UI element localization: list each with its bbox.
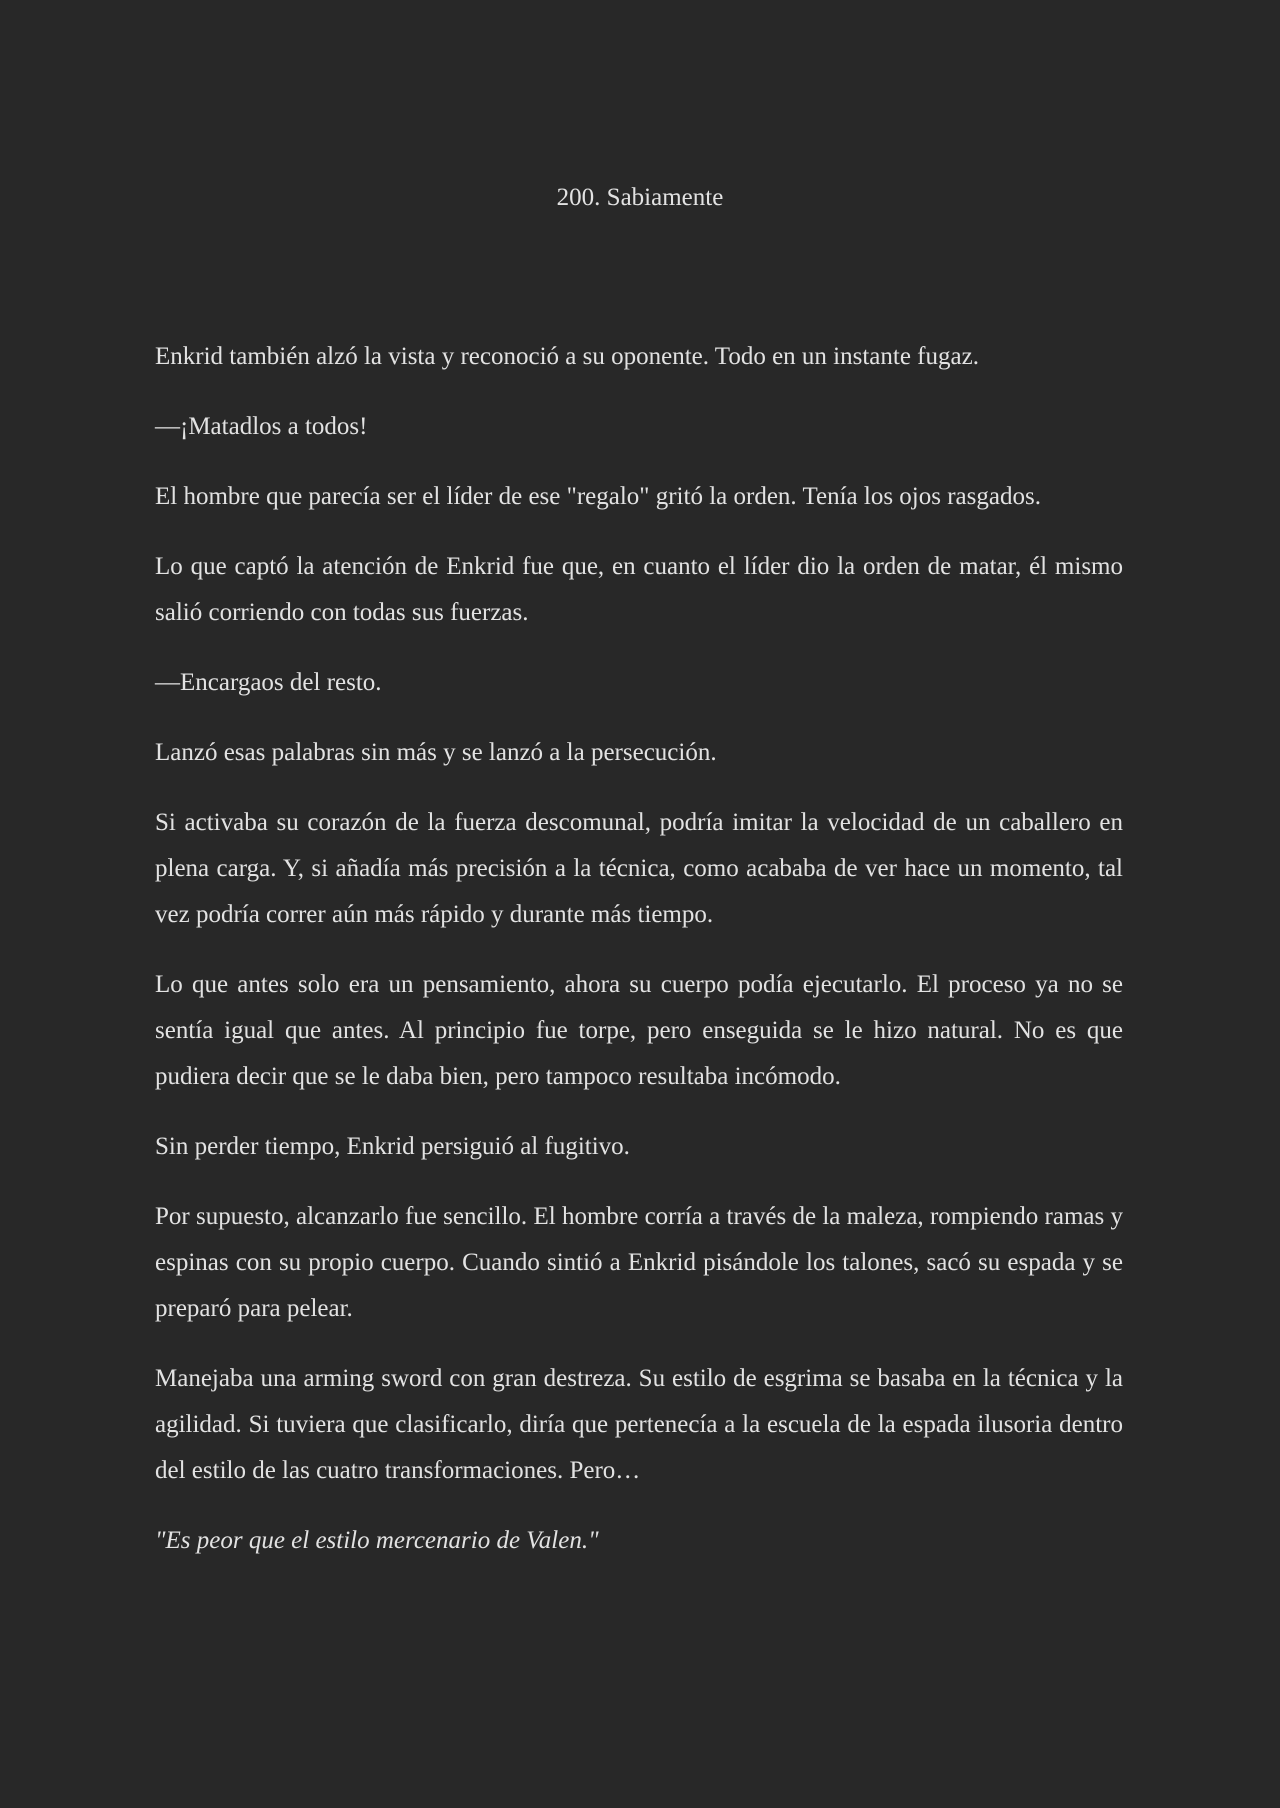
paragraph: Sin perder tiempo, Enkrid persiguió al fugitivo. bbox=[155, 1133, 630, 1160]
paragraph: —Encargaos del resto. bbox=[155, 669, 382, 696]
paragraph: Lo que captó la atención de Enkrid fue que, en cuanto el líder dio la orden de matar, él mismo salió corriendo con todas sus fuerzas. bbox=[155, 553, 1123, 626]
paragraph: Enkrid también alzó la vista y reconoció a su oponente. Todo en un instante fugaz. bbox=[155, 343, 979, 370]
chapter-body bbox=[155, 334, 1123, 1588]
paragraph: Manejaba una arming sword con gran destreza. Su estilo de esgrima se basaba en la técnica y la agilidad. Si tuviera que clasificarlo, diría que pertenecía a la escuela de la espada ilusoria dentro del estilo de las cuatro transformaciones. Pero… bbox=[155, 1365, 1123, 1484]
paragraph: Si activaba su corazón de la fuerza descomunal, podría imitar la velocidad de un caballero en plena carga. Y, si añadía más precisión a la técnica, como acababa de ver hace un momento, tal vez podría correr aún más rápido y durante más tiempo. bbox=[155, 809, 1123, 928]
paragraph: El hombre que parecía ser el líder de ese "regalo" gritó la orden. Tenía los ojos rasgados. bbox=[155, 483, 1041, 510]
paragraph: Lo que antes solo era un pensamiento, ahora su cuerpo podía ejecutarlo. El proceso ya no se sentía igual que antes. Al principio fue torpe, pero enseguida se le hizo natural. No es que pudiera decir que se le daba bien, pero tampoco resultaba incómodo. bbox=[155, 971, 1123, 1090]
chapter-title: 200. Sabiamente bbox=[556, 184, 724, 211]
paragraph: Por supuesto, alcanzarlo fue sencillo. El hombre corría a través de la maleza, rompiendo ramas y espinas con su propio cuerpo. Cuando sintió a Enkrid pisándole los talones, sacó su espada y se preparó para pelear. bbox=[155, 1203, 1123, 1322]
italic-thought-paragraph: "Es peor que el estilo mercenario de Valen." bbox=[155, 1527, 599, 1554]
paragraph: —¡Matadlos a todos! bbox=[155, 413, 368, 440]
paragraph: Lanzó esas palabras sin más y se lanzó a la persecución. bbox=[155, 739, 717, 766]
